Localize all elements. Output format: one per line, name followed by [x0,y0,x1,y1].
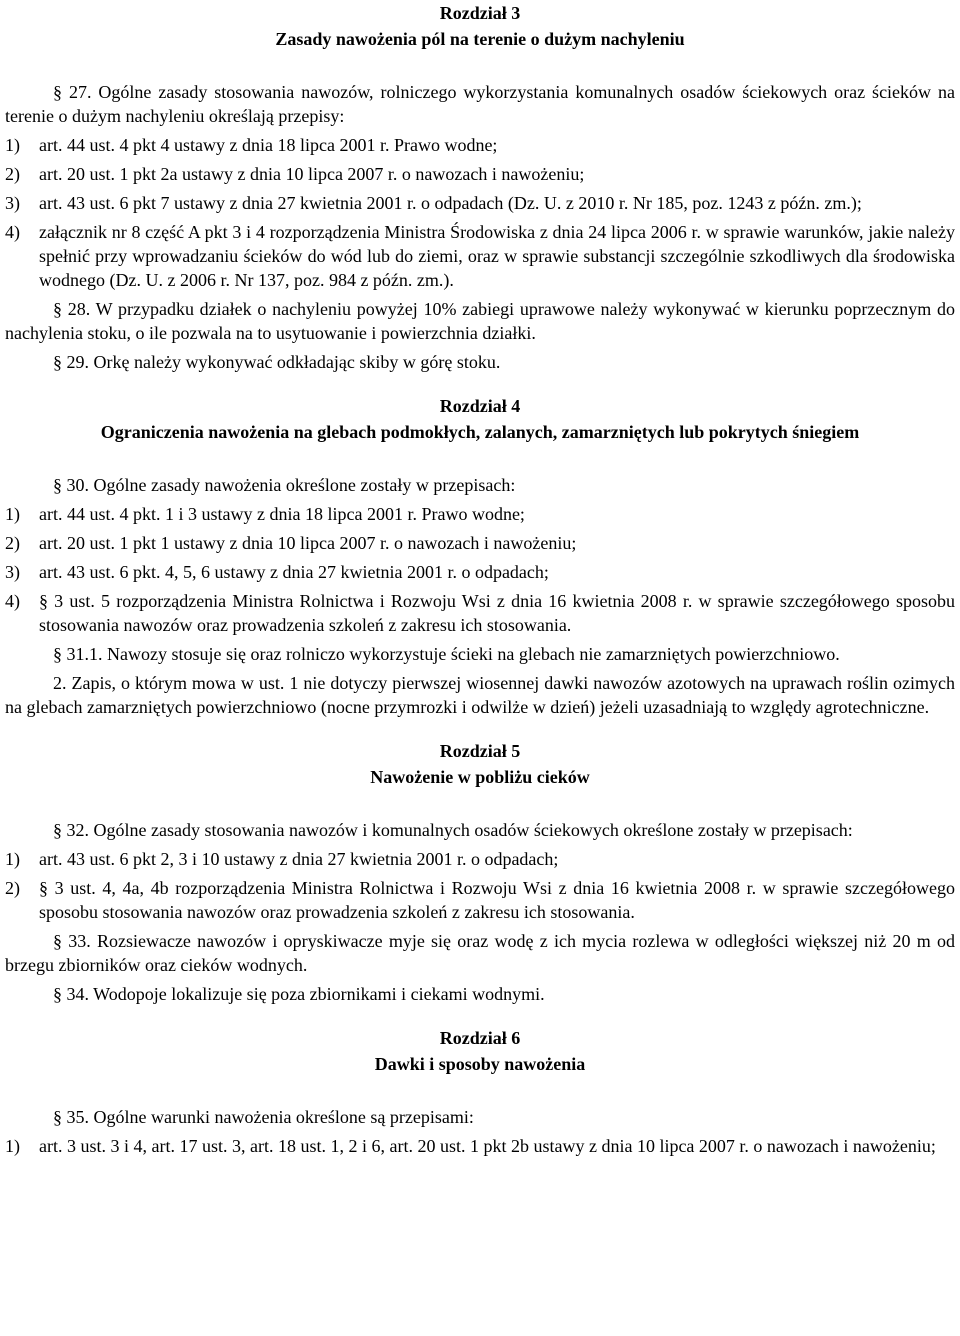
list-item-number: 4) [5,222,20,242]
list-item-text: art. 20 ust. 1 pkt 2a ustawy z dnia 10 lipca 2007 r. o nawozach i nawożeniu; [39,164,585,184]
chapter-4-subtitle: Ograniczenia nawożenia na glebach podmokłych, zalanych, zamarzniętych lub pokrytych śniegiem [100,422,860,442]
list-item-text: art. 43 ust. 6 pkt 7 ustawy z dnia 27 kwietnia 2001 r. o odpadach (Dz. U. z 2010 r. Nr 185, poz. 1243 z późn. zm.); [39,193,862,213]
chapter-6-subtitle: Dawki i sposoby nawożenia [374,1054,586,1074]
list-item [5,502,955,526]
paragraph-31-1: § 31.1. Nawozy stosuje się oraz rolniczo wykorzystuje ścieki na glebach nie zamarzniętych powierzchniowo. [53,644,840,664]
paragraph-33: § 33. Rozsiewacze nawozów i opryskiwacze myje się oraz wodę z ich mycia rozlewa w odległości większej niż 20 m od brzegu zbiorników oraz cieków wodnych. [5,931,955,975]
list-item-number: 4) [5,591,20,611]
list-item-number: 1) [5,135,20,155]
list-item [5,191,955,215]
paragraph-31-2: 2. Zapis, o którym mowa w ust. 1 nie dotyczy pierwszej wiosennej dawki nawozów azotowych na uprawach roślin ozimych na glebach zamarzniętych powierzchniowo (nocne przymrozki i odwilże w dzień) jeżeli uzasadniają to względy agrotechniczne. [5,673,955,717]
list-item [5,162,955,186]
list-item [5,220,955,292]
paragraph-35: § 35. Ogólne warunki nawożenia określone są przepisami: [53,1107,474,1127]
list-item [5,133,955,157]
list-item-text: art. 43 ust. 6 pkt 2, 3 i 10 ustawy z dnia 27 kwietnia 2001 r. o odpadach; [39,849,559,869]
paragraph-29: § 29. Orkę należy wykonywać odkładając skiby w górę stoku. [53,352,501,372]
list-item-number: 2) [5,164,20,184]
chapter-3-title: Rozdział 3 [439,3,521,23]
list-item-text: § 3 ust. 5 rozporządzenia Ministra Rolnictwa i Rozwoju Wsi z dnia 16 kwietnia 2008 r. w sprawie szczegółowego sposobu stosowania nawozów oraz prowadzenia szkoleń z zakresu ich stosowania. [39,591,955,635]
list-item-number: 1) [5,849,20,869]
list-item-number: 1) [5,1136,20,1156]
paragraph-27: § 27. Ogólne zasady stosowania nawozów, rolniczego wykorzystania komunalnych osadów ściekowych oraz ścieków na terenie o dużym nachyleniu określają przepisy: [5,82,955,126]
chapter-4-title: Rozdział 4 [439,396,521,416]
paragraph-32: § 32. Ogólne zasady stosowania nawozów i komunalnych osadów ściekowych określone zostały w przepisach: [53,820,853,840]
list-item [5,560,955,584]
paragraph-34: § 34. Wodopoje lokalizuje się poza zbiornikami i ciekami wodnymi. [53,984,545,1004]
list-item [5,1134,955,1158]
chapter-5-title: Rozdział 5 [439,741,521,761]
list-item [5,876,955,924]
list-item-text: art. 43 ust. 6 pkt. 4, 5, 6 ustawy z dnia 27 kwietnia 2001 r. o odpadach; [39,562,549,582]
list-item-text: art. 44 ust. 4 pkt 4 ustawy z dnia 18 lipca 2001 r. Prawo wodne; [39,135,498,155]
list-item [5,847,955,871]
list-item-number: 1) [5,504,20,524]
list-item [5,589,955,637]
chapter-4 [5,393,955,445]
list-item-text: załącznik nr 8 część A pkt 3 i 4 rozporządzenia Ministra Środowiska z dnia 24 lipca 2006 r. w sprawie warunków, jakie należy spełnić przy wprowadzaniu ścieków do wód lub do ziemi, oraz w sprawie substancji szczególnie szkodliwych dla środowiska wodnego (Dz. U. z 2006 r. Nr 137, poz. 984 z późn. zm.). [39,222,955,290]
chapter-6-title: Rozdział 6 [439,1028,521,1048]
list-item-text: art. 20 ust. 1 pkt 1 ustawy z dnia 10 lipca 2007 r. o nawozach i nawożeniu; [39,533,577,553]
list-item-text: art. 3 ust. 3 i 4, art. 17 ust. 3, art. 18 ust. 1, 2 i 6, art. 20 ust. 1 pkt 2b ustawy z dnia 10 lipca 2007 r. o nawozach i nawożeniu; [39,1136,936,1156]
list-item-number: 2) [5,533,20,553]
paragraph-30: § 30. Ogólne zasady nawożenia określone zostały w przepisach: [53,475,516,495]
list-item-number: 3) [5,562,20,582]
list-item-number: 2) [5,878,20,898]
list-item-number: 3) [5,193,20,213]
chapter-3 [5,0,955,52]
list-item [5,531,955,555]
chapter-6 [5,1025,955,1077]
chapter-5 [5,738,955,790]
chapter-3-subtitle: Zasady nawożenia pól na terenie o dużym nachyleniu [275,29,685,49]
list-item-text: § 3 ust. 4, 4a, 4b rozporządzenia Ministra Rolnictwa i Rozwoju Wsi z dnia 16 kwietnia 2008 r. w sprawie szczegółowego sposobu stosowania nawozów oraz prowadzenia szkoleń z zakresu ich stosowania. [39,878,955,922]
paragraph-28: § 28. W przypadku działek o nachyleniu powyżej 10% zabiegi uprawowe należy wykonywać w kierunku poprzecznym do nachylenia stoku, o ile pozwala na to usytuowanie i powierzchnia działki. [5,299,955,343]
chapter-5-subtitle: Nawożenie w pobliżu cieków [370,767,590,787]
list-item-text: art. 44 ust. 4 pkt. 1 i 3 ustawy z dnia 18 lipca 2001 r. Prawo wodne; [39,504,525,524]
